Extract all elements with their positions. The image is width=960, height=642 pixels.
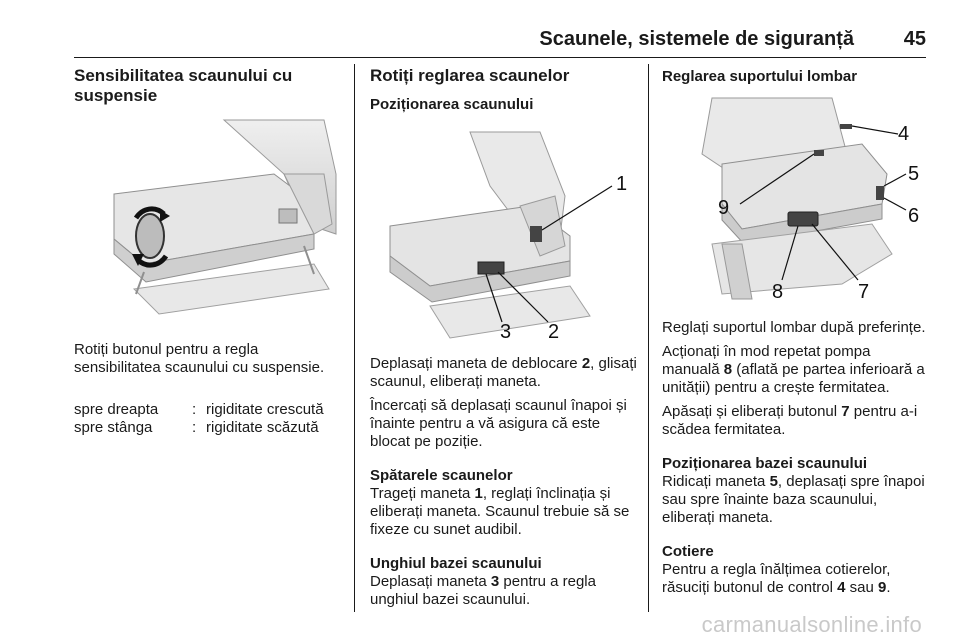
subheading-seat-position: Poziționarea scaunului [370, 96, 534, 113]
table-separator: : [192, 401, 197, 418]
figure-callout-5: 5 [908, 163, 920, 185]
figure-callout-7: 7 [858, 281, 870, 303]
lumbar-support-illustration [662, 94, 926, 306]
figure-callout-6: 6 [908, 205, 920, 227]
suspension-instruction [74, 341, 344, 377]
table-value: rigiditate scăzută [206, 419, 319, 436]
page-number: 45 [903, 28, 926, 50]
section-heading-seat-adjustment: Rotiți reglarea scaunelor [370, 66, 570, 85]
watermark: carmanualsonline.info [701, 612, 922, 637]
figure-callout-3: 3 [500, 321, 512, 342]
paragraph-armrests: Pentru a regla înălțimea cotierelor, răsuciți butonul de control 4 sau 9. [662, 561, 891, 596]
subheading-lumbar-support: Reglarea suportului lombar [662, 68, 858, 85]
subheading-seat-base: Poziționarea bazei scaunului [662, 455, 868, 472]
figure-callout-2: 2 [548, 321, 560, 342]
header-rule [74, 57, 926, 58]
subheading-seat-angle: Unghiul bazei scaunului [370, 555, 542, 572]
subheading-seat-backs: Spătarele scaunelor [370, 467, 513, 484]
seat-position-illustration [370, 126, 634, 342]
figure-callout-8: 8 [772, 281, 784, 303]
table-row [74, 419, 324, 437]
paragraph-lumbar-preference: Reglați suportul lombar după preferințe. [662, 319, 926, 336]
stiffness-table [74, 401, 324, 437]
table-row [74, 401, 324, 419]
figure-seat-position [370, 126, 634, 342]
paragraph-seat-base: Ridicați maneta 5, deplasați spre înapoi sau spre înainte baza scaunului, eliberați maneta. [662, 473, 925, 526]
table-separator: : [192, 419, 197, 436]
figure-callout-9: 9 [718, 197, 730, 219]
paragraph-check-locked: Încercați să deplasați scaunul înapoi și înainte pentru a vă asigura că este blocat pe poziție. [370, 397, 627, 450]
figure-lumbar-support [662, 94, 926, 306]
figure-callout-1: 1 [616, 173, 628, 195]
seat-adjustment-text [370, 355, 638, 609]
paragraph-release-button: Apăsați și eliberați butonul 7 pentru a-i scădea fermitatea. [662, 403, 918, 438]
paragraph-seat-backs: Trageți maneta 1, reglați înclinația și eliberați maneta. Scaunul trebuie să se fixeze cu sunet audibil. [370, 485, 630, 538]
suspension-paragraph: Rotiți butonul pentru a regla sensibilitatea scaunului cu suspensie. [74, 341, 325, 376]
paragraph-seat-angle: Deplasați maneta 3 pentru a regla unghiul bazei scaunului. [370, 573, 596, 608]
section-heading-suspension: Sensibilitatea scaunului cu suspensie [74, 66, 293, 105]
column-suspension [74, 66, 342, 106]
paragraph-release-lever: Deplasați maneta de deblocare 2, glisați scaunul, eliberați maneta. [370, 355, 637, 390]
table-term: spre stânga [74, 419, 153, 436]
figure-callout-4: 4 [898, 123, 910, 145]
lumbar-text [662, 319, 930, 597]
page-header [74, 28, 926, 54]
paragraph-pump: Acționați în mod repetat pompa manuală 8 (aflată pe partea inferioară a unității) pentru a crește fermitatea. [662, 343, 925, 396]
column-divider-1 [354, 64, 355, 612]
table-term: spre dreapta [74, 401, 159, 418]
column-lumbar [662, 66, 927, 86]
column-seat-adjustment [370, 66, 635, 114]
table-value: rigiditate crescută [206, 401, 324, 418]
subheading-armrests: Cotiere [662, 543, 714, 560]
chapter-title: Scaunele, sistemele de siguranță [539, 28, 854, 50]
figure-suspension-seat [74, 114, 340, 326]
column-divider-2 [648, 64, 649, 612]
suspension-seat-illustration [74, 114, 340, 326]
